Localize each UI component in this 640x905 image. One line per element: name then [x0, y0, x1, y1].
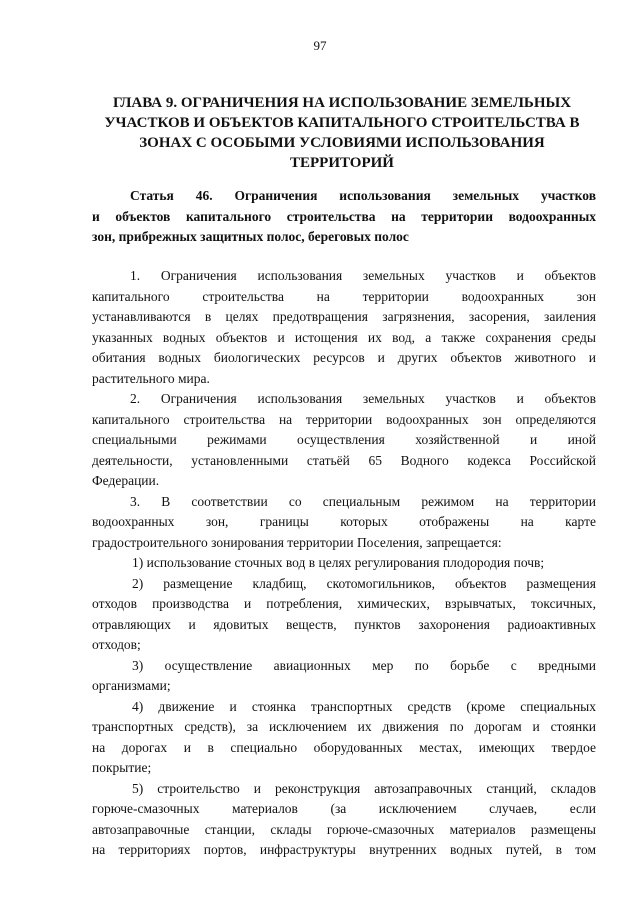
body-line: отходов; [92, 637, 141, 652]
chapter-title-line: ГЛАВА 9. ОГРАНИЧЕНИЯ НА ИСПОЛЬЗОВАНИЕ ЗЕМЕЛЬНЫХ [112, 95, 572, 111]
body-line: на дорогах и в специально оборудованных местах, имеющих твердое [92, 739, 596, 755]
body-line: капитального строительства на территории водоохранных зон [92, 288, 596, 304]
body-line: водоохранных зон, границы которых отображены на карте [92, 514, 596, 529]
body-line: автозаправочные станции, склады горюче-смазочных материалов размещены [92, 821, 596, 837]
page-number: 97 [313, 38, 327, 53]
body-line: отходов производства и потребления, химических, взрывчатых, токсичных, [92, 596, 596, 611]
body-line: 3) осуществление авиационных мер по борьбе с вредными [132, 657, 596, 673]
body-line: указанных водных объектов и истощения их вод, а также сохранения среды [92, 329, 596, 345]
body-line: обитания водных биологических ресурсов и других объектов животного и [92, 350, 596, 365]
article-title [92, 186, 596, 248]
chapter-title [92, 93, 592, 173]
body-line: деятельности, установленными статьёй 65 Водного кодекса Российской [92, 452, 596, 468]
article-title-line: зон, прибрежных защитных полос, береговых полос [92, 229, 409, 244]
article-title-line: и объектов капитального строительства на территории водоохранных [92, 208, 596, 224]
body-line: устанавливаются в целях предотвращения загрязнения, засорения, заиления [92, 309, 596, 324]
chapter-title-line: ЗОНАХ С ОСОБЫМИ УСЛОВИЯМИ ИСПОЛЬЗОВАНИЯ [139, 135, 545, 151]
body-line: капитального строительства на территории водоохранных зон определяются [92, 411, 596, 427]
body-line: горюче-смазочных материалов (за исключением случаев, если [92, 801, 596, 816]
body-line: транспортных средств), за исключением их движения по дорогам и стоянки [92, 719, 596, 734]
body-line: градостроительного зонирования территории Поселения, запрещается: [92, 534, 502, 550]
body-line: покрытие; [92, 760, 152, 775]
body-line: 2) размещение кладбищ, скотомогильников, объектов размещения [132, 575, 596, 591]
body-line: организмами; [92, 678, 171, 693]
chapter-title-line: ТЕРРИТОРИЙ [290, 155, 394, 171]
body-line: 2. Ограничения использования земельных участков и объектов [130, 391, 596, 406]
body-line: Федерации. [92, 473, 160, 488]
body-line: 4) движение и стоянка транспортных средств (кроме специальных [132, 698, 596, 714]
chapter-title-line: УЧАСТКОВ И ОБЪЕКТОВ КАПИТАЛЬНОГО СТРОИТЕЛЬСТВА В [104, 115, 580, 131]
article-body [92, 266, 596, 861]
body-line: 5) строительство и реконструкция автозаправочных станций, складов [132, 780, 596, 796]
body-line: 3. В соответствии со специальным режимом на территории [130, 493, 596, 509]
body-line: 1) использование сточных вод в целях регулирования плодородия почв; [132, 555, 545, 570]
body-line: отравляющих и ядовитых веществ, пунктов захоронения радиоактивных [92, 616, 596, 632]
body-line: на территориях портов, инфраструктуры внутренних водных путей, в том [92, 842, 596, 857]
article-title-line: Статья 46. Ограничения использования земельных участков [130, 188, 596, 203]
body-line: растительного мира. [92, 370, 210, 386]
body-line: специальными режимами осуществления хозяйственной и иной [92, 432, 596, 447]
body-line: 1. Ограничения использования земельных участков и объектов [130, 268, 596, 283]
